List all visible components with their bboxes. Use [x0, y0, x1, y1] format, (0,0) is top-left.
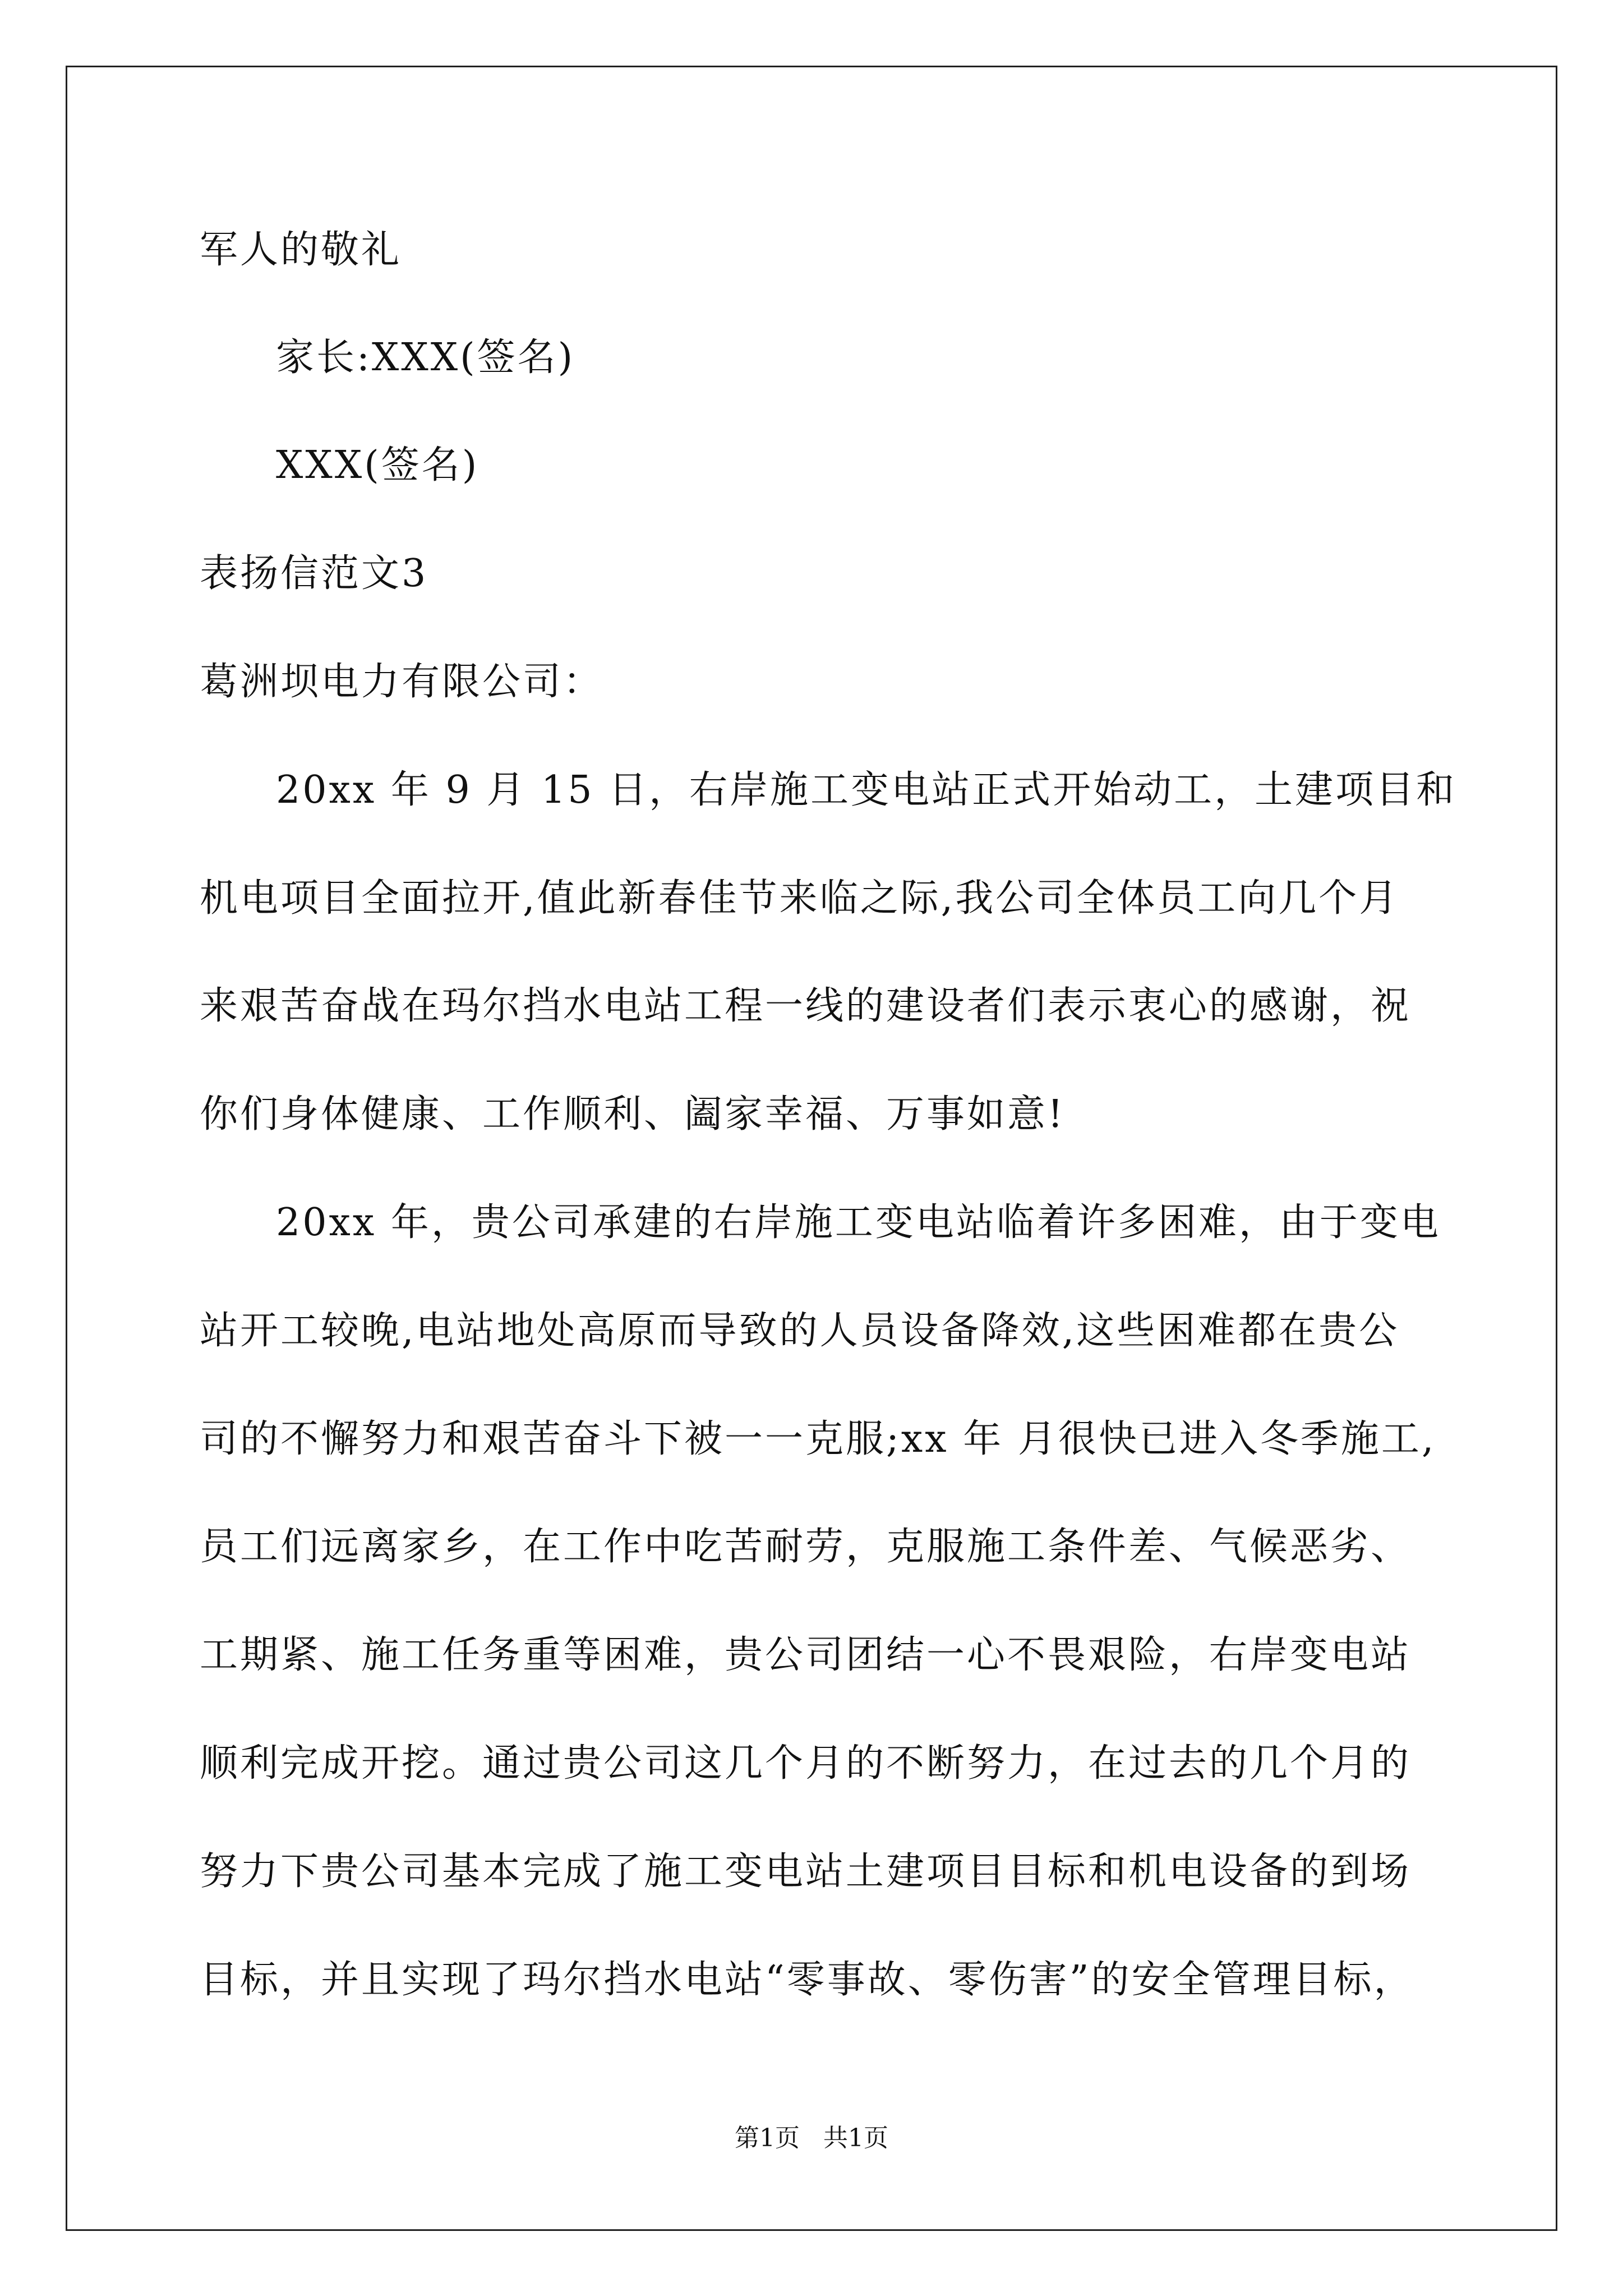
paragraph-line: 司的不懈努力和艰苦奋斗下被一一克服;xx 年 月很快已进入冬季施工,: [200, 1417, 1436, 1461]
paragraph-line: 员工们远离家乡，在工作中吃苦耐劳，克服施工条件差、气候恶劣、: [200, 1525, 1412, 1569]
salutation: 葛洲坝电力有限公司：: [200, 660, 604, 704]
page-footer: 第1页 共1页: [735, 2124, 888, 2152]
paragraph-line: 20xx 年，贵公司承建的右岸施工变电站临着许多困难，由于变电: [276, 1200, 1441, 1245]
paragraph-line: 努力下贵公司基本完成了施工变电站土建项目目标和机电设备的到场: [200, 1849, 1412, 1894]
paragraph-line: 目标，并且实现了玛尔挡水电站“零事故、零伤害”的安全管理目标，: [200, 1958, 1414, 2002]
paragraph-line: 来艰苦奋战在玛尔挡水电站工程一线的建设者们表示衷心的感谢，祝: [200, 984, 1412, 1028]
closing-salute: 军人的敬礼: [200, 228, 402, 272]
paragraph-line: 站开工较晚,电站地处高原而导致的人员设备降效,这些困难都在贵公: [200, 1309, 1400, 1353]
parent-signature: 家长:XXX(签名): [276, 335, 575, 380]
page-border: [66, 66, 1557, 2231]
paragraph-line: 工期紧、施工任务重等困难，贵公司团结一心不畏艰险，右岸变电站: [200, 1633, 1412, 1677]
paragraph-line: 20xx 年 9 月 15 日，右岸施工变电站正式开始动工，土建项目和: [276, 768, 1457, 812]
paragraph-line: 顺利完成开挖。通过贵公司这几个月的不断努力，在过去的几个月的: [200, 1741, 1412, 1786]
section-heading: 表扬信范文3: [200, 551, 428, 596]
paragraph-line: 机电项目全面拉开,值此新春佳节来临之际,我公司全体员工向几个月: [200, 876, 1400, 921]
paragraph-line: 你们身体健康、工作顺利、阖家幸福、万事如意!: [200, 1092, 1066, 1137]
signature: XXX(签名): [276, 443, 479, 487]
